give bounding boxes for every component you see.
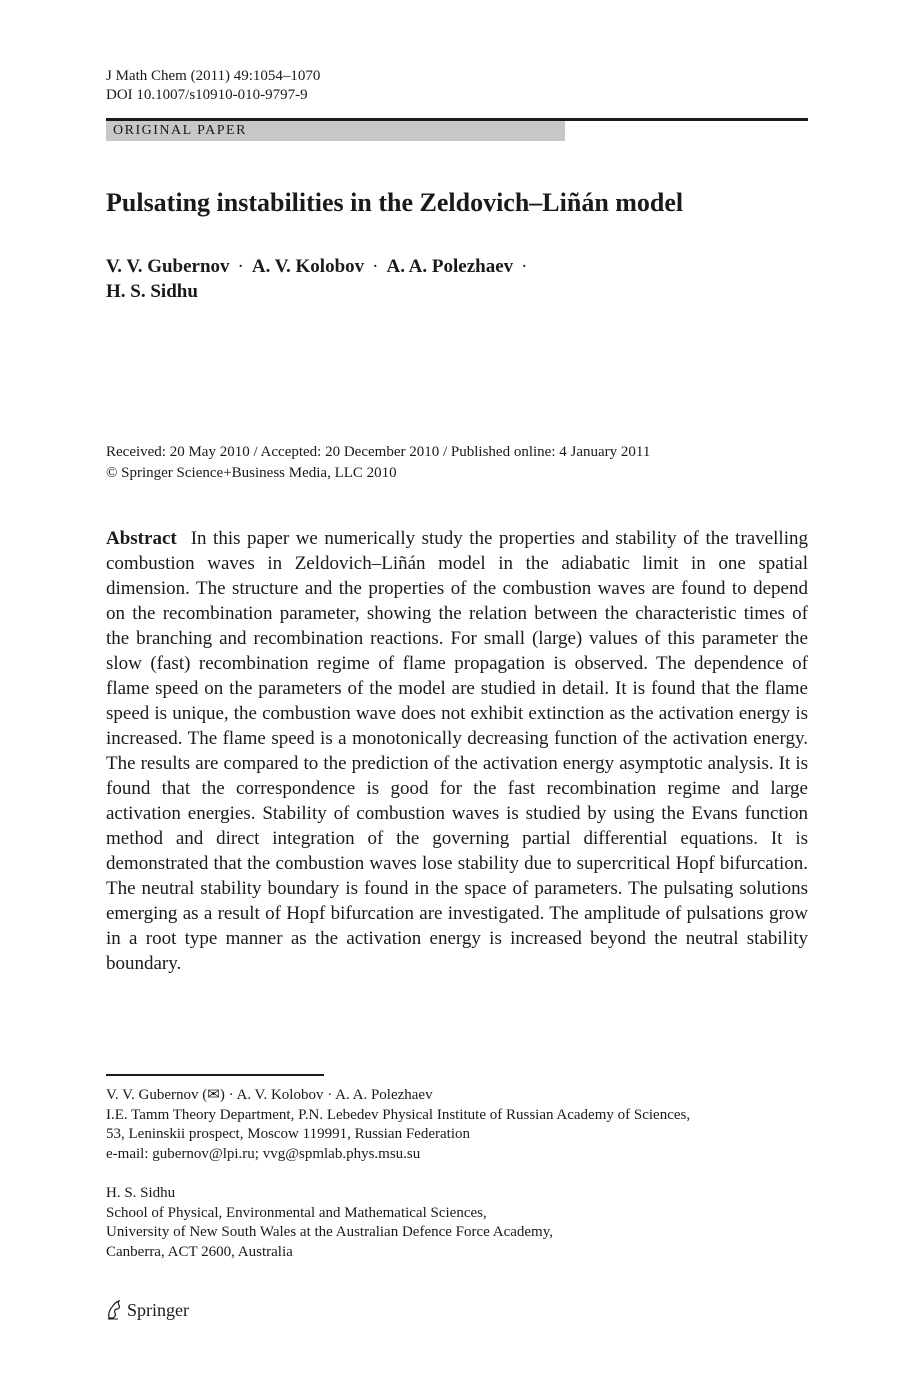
author-separator: ·: [372, 256, 379, 277]
abstract-label: Abstract: [106, 528, 177, 549]
affiliation-line: 53, Leninskii prospect, Moscow 119991, Russian Federation: [106, 1126, 470, 1142]
affiliation-line: Canberra, ACT 2600, Australia: [106, 1243, 293, 1260]
author-name: V. V. Gubernov: [106, 256, 230, 277]
author-separator: ·: [521, 256, 528, 277]
copyright-notice: © Springer Science+Business Media, LLC 2010: [106, 465, 397, 481]
author-name: A. V. Kolobov: [251, 256, 365, 277]
affiliation-names: V. V. Gubernov (✉) · A. V. Kolobov · A. A. Polezhaev: [106, 1087, 433, 1103]
author-name: A. A. Polezhaev: [386, 256, 514, 277]
abstract-text: In this paper we numerically study the properties and stability of the travelling combustion waves in Zeldovich–Liñán model in the adiabatic limit in one spatial dimension. The structure and the properties of the combustion waves are found to depend on the recombination parameter, showing the relation between the characteristic times of the branching and recombination reactions. For small (large) values of this parameter the slow (fast) recombination regime of flame propagation is observed. The dependence of flame speed on the parameters of the model are studied in detail. It is found that the flame speed is unique, the combustion wave does not exhibit extinction as the activation energy is increased. The flame speed is a monotonically decreasing function of the activation energy. The results are compared to the prediction of the activation energy asymptotic analysis. It is found that the correspondence is good for the fast recombination regime and large activation energies. Stability of combustion waves is studied by using the Evans function method and direct integration of the governing partial differential equations. It is demonstrated that the combustion waves lose stability due to supercritical Hopf bifurcation. The neutral stability boundary is found in the space of parameters. The pulsating solutions emerging as a result of Hopf bifurcation are investigated. The amplitude of pulsations grow in a root type manner as the activation energy is increased beyond the neutral stability boundary.: [106, 528, 808, 974]
publisher-name: Springer: [127, 1300, 189, 1320]
affiliation-block-1: [106, 1086, 806, 1164]
springer-horse-icon: [106, 1300, 122, 1320]
author-name: H. S. Sidhu: [106, 281, 198, 302]
publication-dates: [106, 442, 650, 484]
publisher-logo: [106, 1298, 189, 1322]
author-separator: ·: [237, 256, 244, 277]
author-email[interactable]: e-mail: gubernov@lpi.ru; vvg@spmlab.phys.msu.su: [106, 1145, 421, 1162]
doi: DOI 10.1007/s10910-010-9797-9: [106, 87, 308, 103]
affiliation-names: H. S. Sidhu: [106, 1185, 176, 1201]
author-line-1: [106, 254, 706, 279]
author-line-2: [106, 279, 706, 304]
affiliation-line: School of Physical, Environmental and Mathematical Sciences,: [106, 1204, 487, 1221]
paper-type-label: ORIGINAL PAPER: [106, 121, 565, 141]
date-history: Received: 20 May 2010 / Accepted: 20 December 2010 / Published online: 4 January 2011: [106, 444, 651, 460]
author-list: [106, 254, 706, 304]
journal-citation: J Math Chem (2011) 49:1054–1070: [106, 68, 321, 84]
abstract: [106, 526, 808, 976]
footnote-rule: [106, 1074, 324, 1076]
affiliation-line: University of New South Wales at the Australian Defence Force Academy,: [106, 1224, 553, 1240]
affiliation-block-2: [106, 1184, 806, 1262]
paper-title: Pulsating instabilities in the Zeldovich–Liñán model: [106, 188, 684, 217]
affiliation-line: I.E. Tamm Theory Department, P.N. Lebedev Physical Institute of Russian Academy of Sciences,: [106, 1106, 691, 1123]
